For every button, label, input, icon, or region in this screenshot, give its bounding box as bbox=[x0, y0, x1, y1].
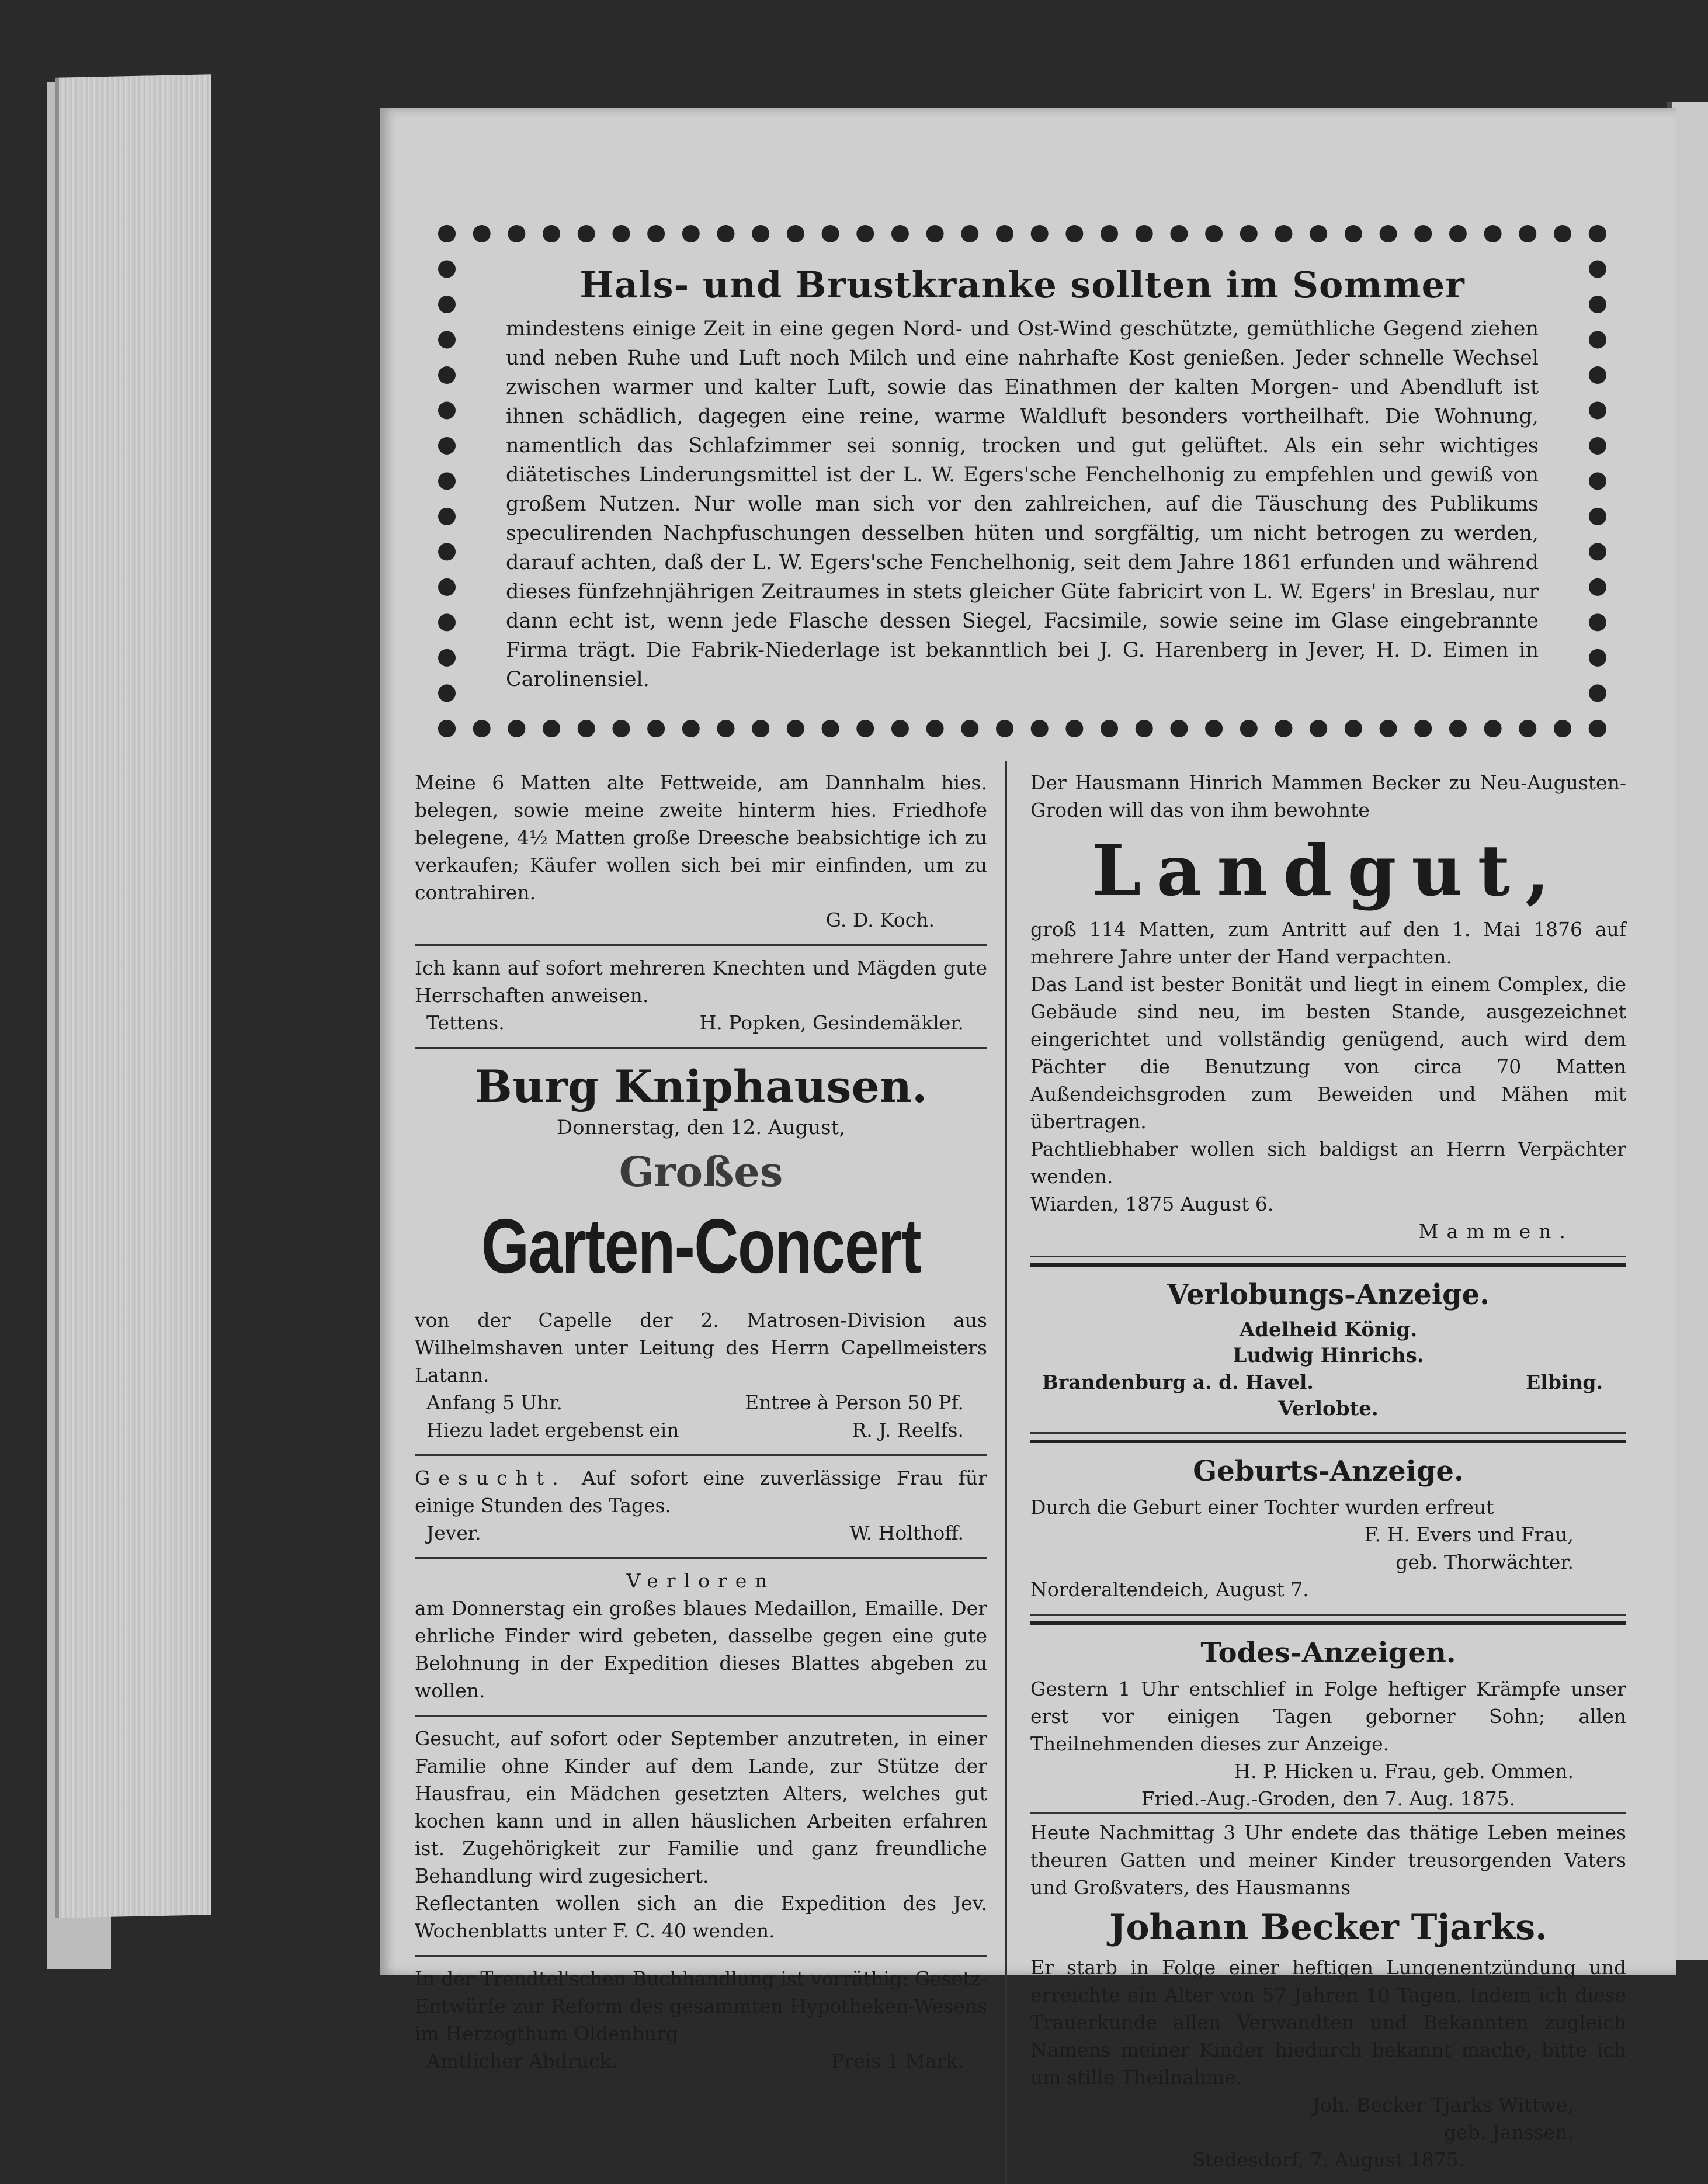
page-stack-edge bbox=[55, 74, 211, 1918]
concert-venue-title: Burg Kniphausen. bbox=[474, 1060, 928, 1112]
gesucht1-body bbox=[415, 1464, 987, 1519]
gesucht1-footer bbox=[415, 1519, 987, 1547]
gesucht2-text2: Reflectanten wollen sich an die Expedition des Jev. Wochenblatts unter F. C. 40 wenden. bbox=[415, 1892, 987, 1942]
verlobung-name1: Adelheid König. bbox=[1239, 1318, 1418, 1341]
buch-text: In der Trendtel'schen Buchhandlung ist vorräthig: Gesetz-Entwürfe zur Reform des gesammten Hypotheken-Wesens im Herzogthum Oldenburg bbox=[415, 1967, 987, 2045]
todes-date: Fried.-Aug.-Groden, den 7. Aug. 1875. bbox=[1141, 1787, 1516, 1810]
ad-popken bbox=[415, 946, 987, 1049]
notice-todes bbox=[1030, 1621, 1626, 2184]
gesucht1-lead: Gesucht. bbox=[415, 1467, 567, 1489]
ad-verloren bbox=[415, 1559, 987, 1717]
verlobung-place-right: Elbing. bbox=[1526, 1371, 1603, 1393]
gesucht1-place: Jever. bbox=[426, 1521, 481, 1544]
verloren-text: am Donnerstag ein großes blaues Medaillon, Emaille. Der ehrliche Finder wird gebeten, dasselbe gegen eine gute Belohnung in der Expedition dieses Blattes abgeben zu wollen. bbox=[415, 1597, 987, 1702]
ad-gesucht-maedchen bbox=[415, 1717, 987, 1957]
ad-popken-place: Tettens. bbox=[426, 1011, 505, 1034]
concert-date: Donnerstag, den 12. August, bbox=[556, 1116, 846, 1139]
ad-gesucht-holthoff bbox=[415, 1456, 987, 1559]
concert-big-title: Garten-Concert bbox=[481, 1203, 921, 1289]
verlobung-status: Verlobte. bbox=[1278, 1397, 1379, 1420]
concert-start: Anfang 5 Uhr. bbox=[426, 1391, 563, 1414]
framed-advertisement bbox=[438, 225, 1606, 737]
ad-popken-text: Ich kann auf sofort mehreren Knechten und Mägden gute Herrschaften anweisen. bbox=[415, 956, 987, 1007]
ad-popken-signature: H. Popken, Gesindemäkler. bbox=[699, 1011, 964, 1034]
buch-footer bbox=[415, 2047, 987, 2075]
landgut-date: Wiarden, 1875 August 6. bbox=[1030, 1192, 1274, 1215]
ad-koch-text: Meine 6 Matten alte Fettweide, am Dannhalm hies. belegen, sowie meine zweite hinterm hies. Friedhofe belegene, 4½ Matten große Dreesche beabsichtige ich zu verkaufen; Käufer wollen sich bei mir einfinden, um zu contrahiren. bbox=[415, 771, 987, 904]
gesucht1-signature: W. Holthoff. bbox=[849, 1521, 964, 1544]
geburt-signature2: geb. Thorwächter. bbox=[1395, 1551, 1574, 1573]
ad-concert bbox=[415, 1049, 987, 1456]
concert-invite: Hiezu ladet ergebenst ein bbox=[426, 1419, 679, 1441]
verlobung-places bbox=[1030, 1368, 1626, 1396]
gesucht2-text: Gesucht, auf sofort oder September anzutreten, in einer Familie ohne Kinder auf dem Lande, zur Stütze der Hausfrau, ein Mädchen gesetzten Alters, welches gut kochen kann und in allen häuslichen Arbeiten erfahren ist. Zugehörigkeit zur Familie und ganz freundliche Behandlung wird zugesichert. bbox=[415, 1727, 987, 1887]
page-content bbox=[415, 225, 1630, 2184]
todes-date2: Stedesdorf, 7. August 1875. bbox=[1192, 2148, 1465, 2171]
verloren-heading: Verloren bbox=[626, 1569, 776, 1592]
geburt-text: Durch die Geburt einer Tochter wurden erfreut bbox=[1030, 1496, 1494, 1519]
verlobung-name2: Ludwig Hinrichs. bbox=[1233, 1344, 1424, 1367]
two-column-layout bbox=[415, 761, 1630, 2184]
ad-buchhandlung bbox=[415, 1957, 987, 2085]
todes-heading: Todes-Anzeigen. bbox=[1200, 1637, 1456, 1669]
landgut-intro: Der Hausmann Hinrich Mammen Becker zu Neu-Augusten-Groden will das von ihm bewohnte bbox=[1030, 771, 1626, 821]
framed-ad-body: mindestens einige Zeit in eine gegen Nord- und Ost-Wind geschützte, gemüthliche Gegend ziehen und neben Ruhe und Luft noch Milch und eine nahrhafte Kost genießen. Jeder schnelle Wechsel zwischen warmer und kalter Luft, sowie das Einathmen der kalten Morgen- und Abendluft ist ihnen schädlich, dagegen eine reine, warme Waldluft besonders vortheilhaft. Die Wohnung, namentlich das Schlafzimmer sei sonnig, trocken und gut gelüftet. Als ein sehr wichtiges diätetisches Linderungsmittel ist der L. W. Egers'sche Fenchelhonig zu empfehlen und gewiß von großem Nutzen. Nur wolle man sich vor den zahlreichen, auf die Täuschung des Publikums speculirenden Nachpfuschungen desselben hüten und sorgfältig, um nicht betrogen zu werden, darauf achten, daß der L. W. Egers'sche Fenchelhonig, seit dem Jahre 1861 erfunden und während dieses fünfzehnjährigen Zeitraumes in stets gleicher Güte fabricirt von L. W. Egers' in Breslau, nur dann echt ist, wenn jede Flasche dessen Siegel, Facsimile, sowie seine im Glase eingebrannte Firma trägt. Die Fabrik-Niederlage ist bekanntlich bei J. G. Harenberg in Jever, H. D. Eimen in Carolinensiel. bbox=[506, 317, 1539, 691]
verlobung-heading: Verlobungs-Anzeige. bbox=[1167, 1278, 1490, 1311]
geburt-signature1: F. H. Evers und Frau, bbox=[1364, 1523, 1574, 1546]
todes-signature: H. P. Hicken u. Frau, geb. Ommen. bbox=[1234, 1760, 1574, 1783]
framed-ad-headline: Hals- und Brustkranke sollten im Sommer bbox=[579, 264, 1465, 306]
concert-line1 bbox=[415, 1389, 987, 1416]
verlobung-place-left: Brandenburg a. d. Havel. bbox=[1042, 1371, 1314, 1393]
todes-signature3: geb. Janssen. bbox=[1443, 2121, 1574, 2144]
ad-koch-signature: G. D. Koch. bbox=[825, 909, 935, 931]
buch-price: Preis 1 Mark. bbox=[831, 2050, 964, 2072]
todes-deceased-name: Johann Becker Tjarks. bbox=[1109, 1907, 1547, 1948]
landgut-text2: Das Land ist bester Bonität und liegt in einem Complex, die Gebäude sind neu, im besten Stande, ausgezeichnet eingerichtet und vollständig genügend, auch wird dem Pächter die Benutzung von circa 70 Matten Außendeichsgroden zum Beweiden und Mähen mit übertragen. bbox=[1030, 973, 1626, 1133]
ad-popken-footer bbox=[415, 1009, 987, 1036]
todes-text2: Heute Nachmittag 3 Uhr endete das thätige Leben meines theuren Gatten und meiner Kinder treusorgenden Vaters und Großvaters, des Hausmanns bbox=[1030, 1812, 1626, 1901]
right-column bbox=[1007, 761, 1626, 2184]
concert-line2 bbox=[415, 1416, 987, 1444]
gesucht1-text: Auf sofort eine zuverlässige Frau für einige Stunden des Tages. bbox=[415, 1467, 987, 1517]
buch-last-left: Amtlicher Abdruck. bbox=[426, 2050, 618, 2072]
geburt-heading: Geburts-Anzeige. bbox=[1193, 1455, 1464, 1488]
landgut-big-title: Landgut, bbox=[1092, 830, 1565, 912]
todes-text: Gestern 1 Uhr entschlief in Folge heftiger Krämpfe unser erst vor einigen Tagen geborner Sohn; allen Theilnehmenden dieses zur Anzeige. bbox=[1030, 1677, 1626, 1755]
concert-price: Entree à Person 50 Pf. bbox=[745, 1391, 964, 1414]
landgut-text3: Pachtliebhaber wollen sich baldigst an Herrn Verpächter wenden. bbox=[1030, 1138, 1626, 1188]
notice-verlobung bbox=[1030, 1263, 1626, 1434]
todes-text3: Er starb in Folge einer heftigen Lungenentzündung und erreichte ein Alter von 57 Jahren 10 Tagen. Indem ich diese Trauerkunde allen Verwandten und Bekannten zugleich Namens meiner Kinder hiedurch bekannt mache, bitte ich um stille Theilnahme. bbox=[1030, 1956, 1626, 2089]
newspaper-page bbox=[380, 108, 1676, 2171]
ad-koch bbox=[415, 761, 987, 946]
left-column bbox=[415, 761, 1007, 2184]
todes-signature2: Joh. Becker Tjarks Wittwe, bbox=[1312, 2093, 1574, 2116]
ad-landgut bbox=[1030, 761, 1626, 1257]
concert-text: von der Capelle der 2. Matrosen-Division aus Wilhelmshaven unter Leitung des Herrn Capellmeisters Latann. bbox=[415, 1309, 987, 1386]
landgut-text: groß 114 Matten, zum Antritt auf den 1. Mai 1876 auf mehrere Jahre unter der Hand verpachten. bbox=[1030, 918, 1626, 968]
geburt-date: Norderaltendeich, August 7. bbox=[1030, 1578, 1309, 1601]
landgut-signature: Mammen. bbox=[1418, 1220, 1574, 1243]
notice-geburt bbox=[1030, 1440, 1626, 1616]
concert-signature: R. J. Reelfs. bbox=[852, 1419, 964, 1441]
concert-grosses: Großes bbox=[619, 1148, 783, 1196]
